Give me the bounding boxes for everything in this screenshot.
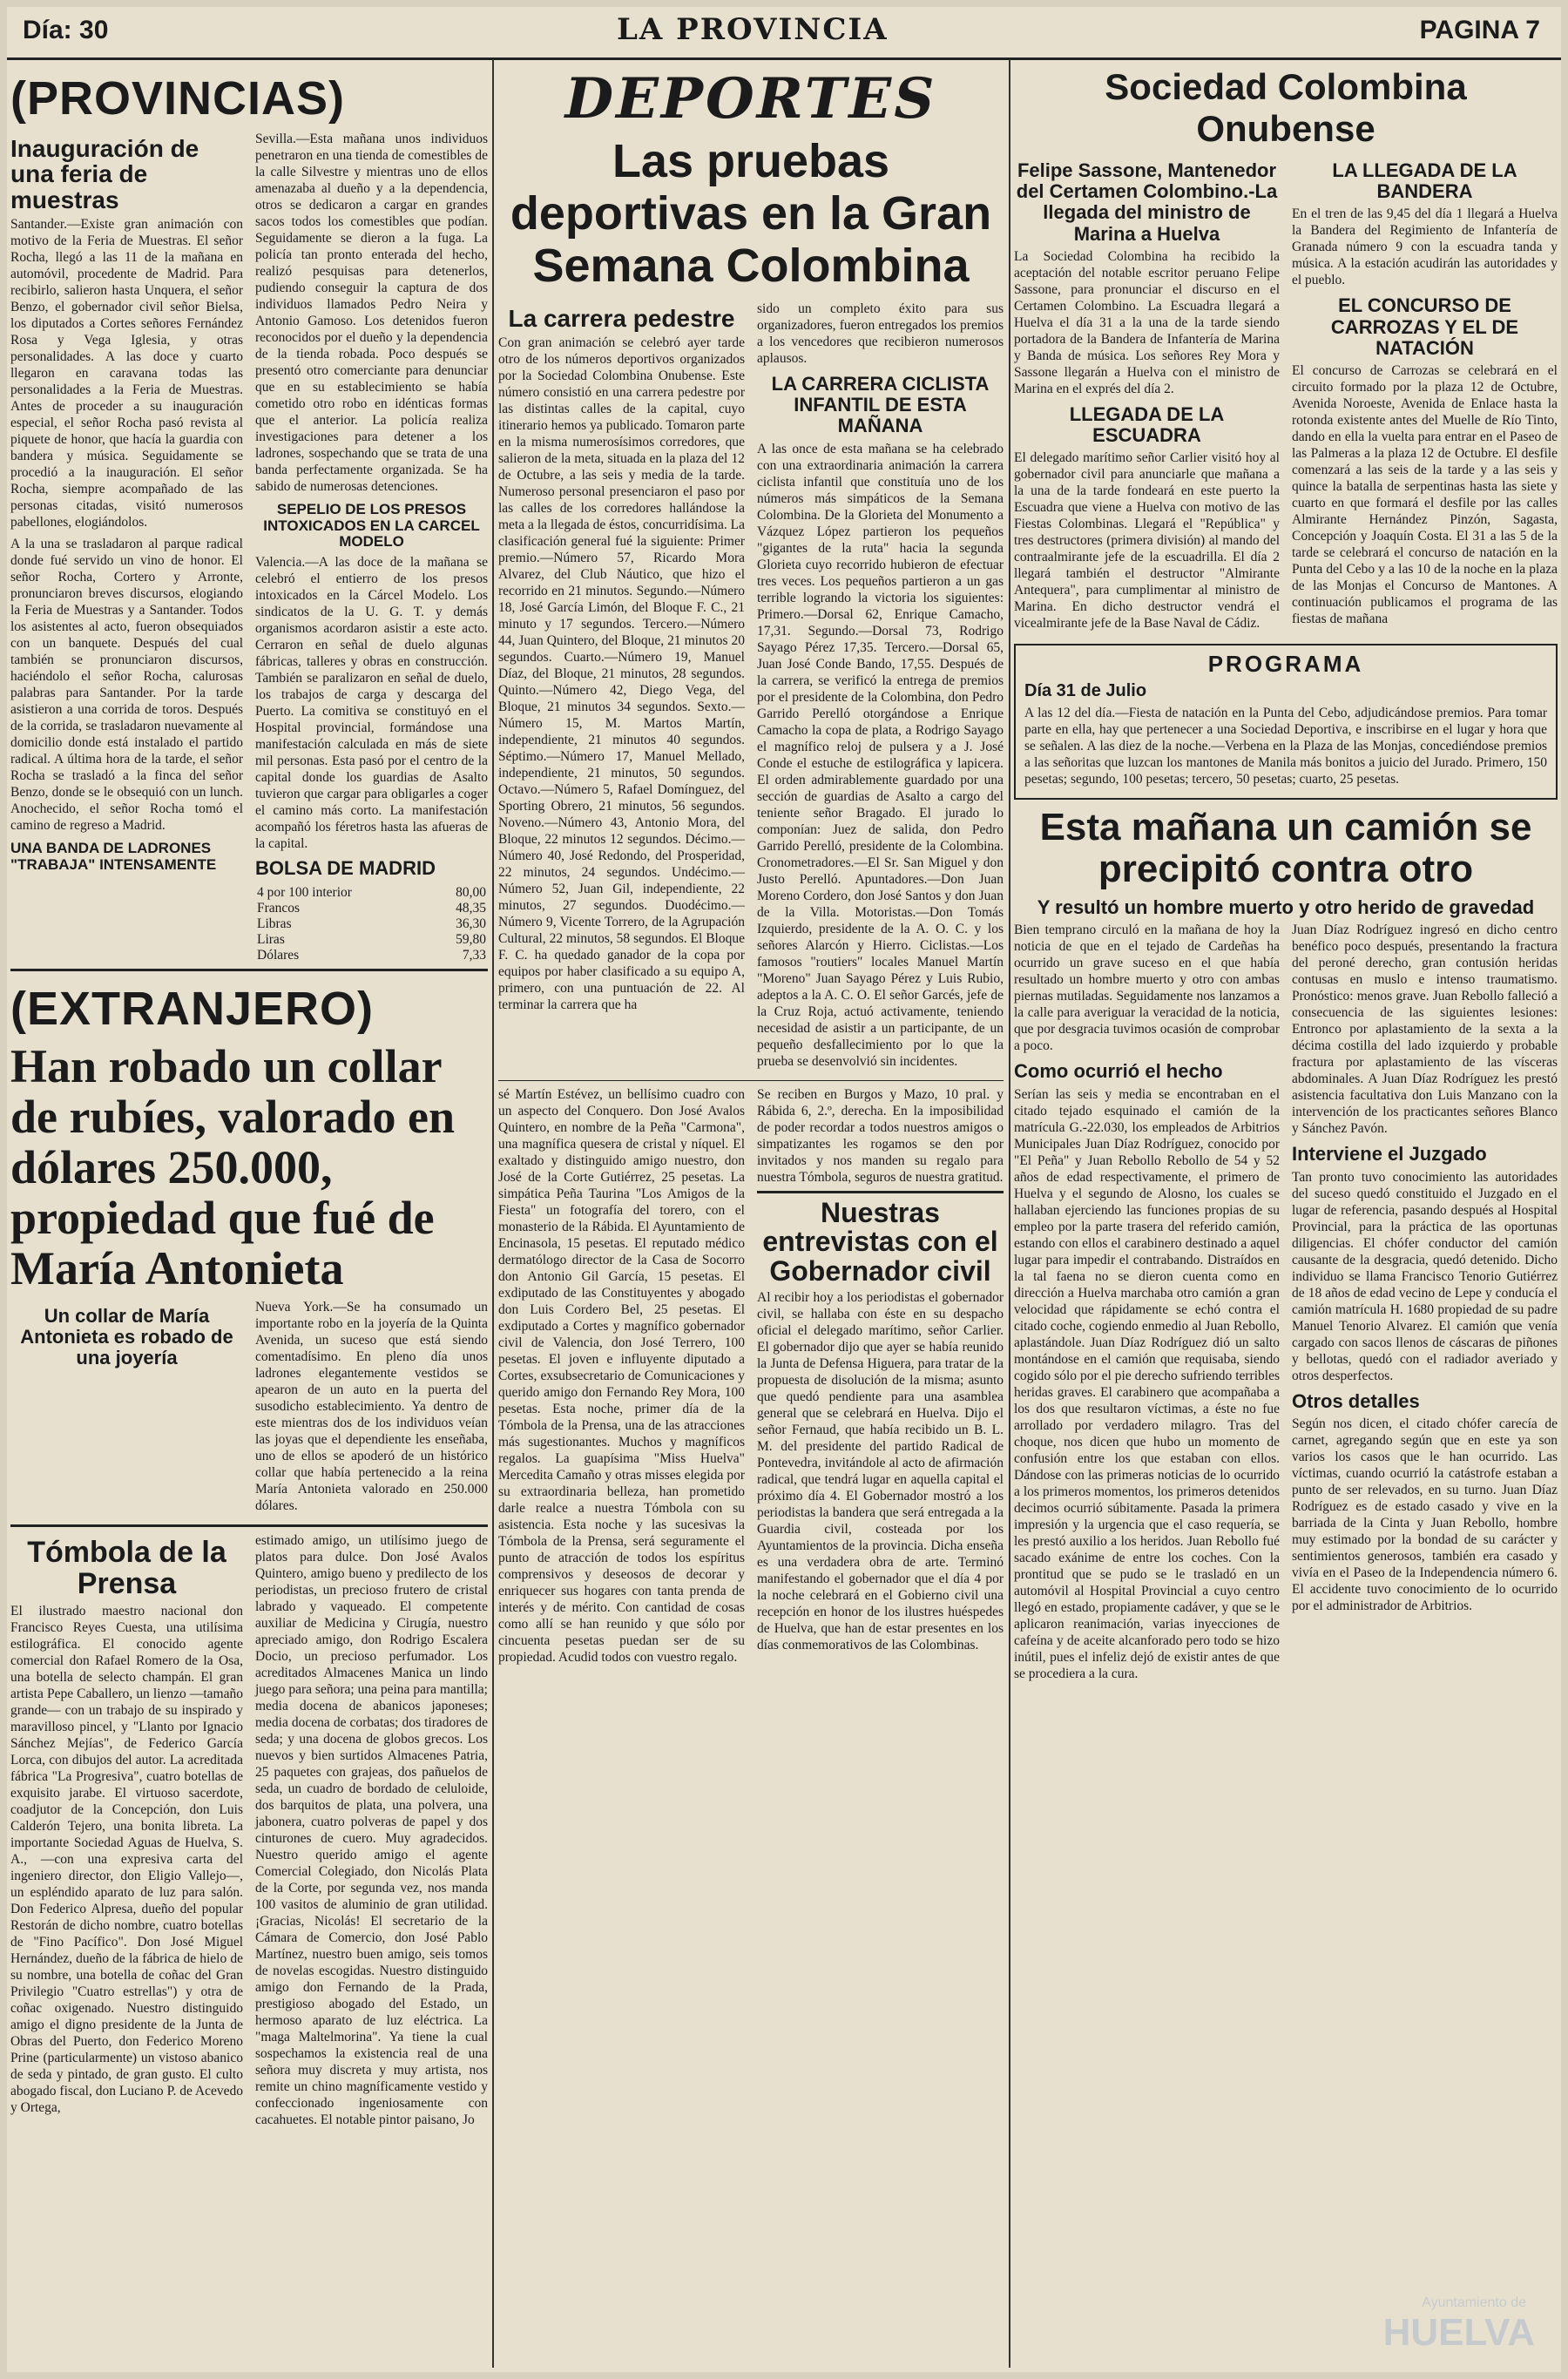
camion-subheadline: Y resultó un hombre muerto y otro herido de gravedad (1037, 896, 1535, 919)
detalles-headline: Otros detalles (1292, 1389, 1420, 1412)
column-center (498, 61, 1004, 2369)
bolsa-title: BOLSA DE MADRID (255, 857, 436, 880)
feria-text-b: A la una se trasladaron al parque radical donde fué servido un vino de honor. El señor Rocha, Cortero y Arronte, pronunciaron breves discursos, elogiando la Feria de Muestras y a Santander. Todos los asistentes al acto, fueron obsequiados con un banquete. Después del cual también se pronunciaron discursos, haciéndolo el señor Rocha, calurosas palabras para Santander. Por la tarde asistieron a una corrida de toros. Después de la corrida, se trasladaron nuevamente al domicilio donde está instalado el partido radical. A última hora de la tarde, el señor Rocha se trasladó a la finca del señor Benzo, donde se le obsequió con un lunch. Anochecido, el señor Rocha tomó el camino de regreso a Madrid. (10, 537, 243, 834)
entrevistas-text: Al recibir hoy a los periodistas el gobernador civil, se hallaba con éste en su despacho oficial el delegado marítimo, señor Carlier. El gobernador dijo que ayer se había reunido la Junta de Defensa Higuera, para tratar de la propuesta de disolución de la misma; asunto que quedó pendiente para una asamblea general que se celebrará en Huelva. Dijo el señor Fernaud, que había recibido un B. L. M. del presidente del partido Radical de Pontevedra, invitándole al acto de afirmación radical, que tendrá lugar en aquella capital el próximo día 4. El Gobernador mostró a los periodistas la bandera que será entregada a la Guardia civil, costeada por los Ayuntamientos de la provincia. Dicha enseña es una verdadera obra de arte. Terminó manifestando el gobernador que el día 4 por la noche celebrará en el Gobierno civil una recepción en honor de los ilustres huéspedes de Huelva, que han de estar presentes en los días conmemorativos de las Colombinas. (757, 1290, 1004, 1653)
camion-headline: Esta mañana un camión se precipitó contra otro (1039, 806, 1532, 891)
sassone-headline: Felipe Sassone, Mantenedor del Certamen Colombino.-La llegada del ministro de Marina a Huelva (1016, 159, 1278, 245)
carrera-headline: La carrera pedestre (508, 305, 735, 332)
ocurrio-text: Serían las seis y media se encontraban en el citado tejado esquinado el camión de la matrícula G.-22.030, los empleados de Arbitrios Municipales Juan Díaz Rodríguez, conocido por "El Peña" y Juan Rebollo Rebollo de 54 y 52 años de edad respectivamente, el primero de Huelva y el segundo de Alosno, los cuales se hallaban ejerciendo las funciones propias de su empleo por la parte trasera del referido camión, estando con ellos el carabinero destinado a aquel lugar para impedir el contrabando. Distraídos en la tal faena no se dieron cuenta como en dirección a Huelva marchaba otro camión a gran velocidad que rápidamente se echó contra el citado coche, cogiendo enmedio al Juan Rebollo, aplastándole. Juan Díaz Rodríguez dió un salto montándose en el camión que requisaba, siendo cogido sólo por el pie derecho sufriendo terribles heridas graves. El carabinero que acompañaba a los dos que resultaron víctimas, a éste no fue arrollado por verdadero milagro. Tras del choque, nos dicen que hubo un momento de confusión entre los que estaban con ellos. Dándose con las primeras noticias de lo ocurrido a los primeros momentos, los primeros detenidos decimos ocurrió súbitamente. Pasada la primera impresión y la urgencia que el caso requería, se les prestó auxilio a los heridos. Juan Rebollo fué sacado exánime de entre los coches. Con la prontitud que se pudo se le trasladó en un automóvil al Hospital Provincial a cuyo centro llegó en estado, propiamente cadáver, y que se le aplicaron reanimación, varias inyecciones de cafeína y de aceite alcanforado pero todo se hizo inútil, pues el infeliz dejó de existir antes de que se procediera a la cura. (1014, 1086, 1280, 1681)
bandera-text: En el tren de las 9,45 del día 1 llegará a Huelva la Bandera del Regimiento de Infantería de Granada número 9 con la escuadra tanda y música. A la estación acudirán las autoridades y el pueblo. (1292, 206, 1558, 288)
sassone-text: La Sociedad Colombina ha recibido la aceptación del notable escritor peruano Felipe Sassone, para pronunciar el discurso en el Certamen Colombino. La Escuadra llegará a Huelva el día 31 a la una de la tarde siendo portadora de la Bandera de Infantería de Marina y Banda de música. Los señores Rey Mora y Sassone llegarán a Huelva con el ministro de Marina en el exprés del día 2. (1014, 248, 1280, 396)
section-provincias: (PROVINCIAS) (10, 72, 346, 125)
bandera-headline: LA LLEGADA DE LA BANDERA (1332, 159, 1517, 203)
programa-title: PROGRAMA (1207, 651, 1364, 678)
sociedad-headline: Sociedad Colombina Onubense (1105, 66, 1467, 149)
column-right (1014, 61, 1558, 2369)
page-header (7, 7, 1561, 60)
tombola-cont-text-b: Se reciben en Burgos y Mazo, 10 pral. y Rábida 6, 2.º, derecha. En la imposibilidad de poder recordar a todos nuestros amigos o simpatizantes les rogamos se den por invitados y nos manden su regalo para nuestra Tómbola, seguros de nuestra gratitud. (757, 1086, 1004, 1185)
section-rule (10, 969, 488, 971)
table-row: Dólares 7,33 (257, 948, 486, 963)
column-divider (492, 59, 494, 2368)
ocurrio-headline: Como ocurrió el hecho (1014, 1060, 1223, 1083)
table-row: 4 por 100 interior 80,00 (257, 885, 486, 901)
header-masthead: LA PROVINCIA (617, 12, 889, 47)
deportes-columns (498, 301, 1004, 1075)
deportes-banner: DEPORTES (564, 66, 937, 132)
sepelio-text: Valencia.—A las doce de la mañana se celebró el entierro de los presos intoxicados en la Cárcel Modelo. Los sindicatos de la U. G. T. y demás organismos acordaron asistir a este acto. Cerraron en señal de duelo algunas fábricas, talleres y obras en construcción. También se paralizaron en señal de duelo, los trabajos de carga y descarga del Puerto. La comitiva se constituyó en el Hospital provincial, formándose una manifestación calculada en más de siete mil personas. Esta pasó por el centro de la capital donde los guardias de Asalto tuvieron que cargar para obligarles a coger el camino más corto. La manifestación acompañó los féretros hasta las afueras de la capital. (255, 555, 488, 852)
camion-columns (1014, 922, 1558, 1686)
collar-text: Nueva York.—Se ha consumado un importante robo en la joyería de la Quinta Avenida, un suceso que está siendo comentadísimo. En pleno día unos ladrones elegantemente vestidos se apearon de un auto en la puerta del susodicho establecimiento. Ya dentro de este mientras dos de los individuos veían las joyas que el dependiente les enseñaba, uno de ellos se apoderó de un histórico collar que había pertenecido a la reina María Antonieta valorado en 250.000 dólares. (255, 1300, 488, 1514)
programa-text: A las 12 del día.—Fiesta de natación en la Punta del Cebo, adjudicándose premios. Para tomar parte en ella, hay que pertenecer a una Sociedad Deportiva, e inscribirse en el lugar y hora que se señalen. A las diez de la noche.—Verbena en la Plaza de las Monjas, concediéndose premios a las señoritas que luzcan los mantones de Manila más bonitos a juicio del Jurado. Primero, 150 pesetas; segundo, 100 pesetas; tercero, 50 pesetas; cuarto, 25 pesetas. (1024, 706, 1547, 787)
camion-text-a: Bien temprano circuló en la mañana de hoy la noticia de que en el tejado de Cardeñas ha ocurrido un grave suceso en el que había resultado un hombre muerto y otro con ambas piernas mutiladas. Seguidamente nos lanzamos a la calle para averiguar la veracidad de la noticia, que por desgracia tuvimos ocasión de comprobar a poco. (1014, 923, 1280, 1054)
header-page-number: PAGINA 7 (1419, 16, 1540, 44)
column-left (10, 61, 488, 2369)
section-rule (10, 1524, 488, 1527)
juzgado-headline: Interviene el Juzgado (1292, 1143, 1487, 1166)
feria-headline: Inauguración de una feria de muestras (10, 135, 199, 213)
table-row: Francos 48,35 (257, 901, 486, 916)
ciclista-text: A las once de esta mañana se ha celebrado con una extraordinaria animación la carrera ciclista infantil que constituía uno de los números más simpáticos de la Semana Colombina. De la Glorieta del Monumento a Vázquez López partieron los pequeños "gigantes de la ruta" hacia la segunda Glorieta cuyo recorrido hubieron de efectuar tres veces. Los pequeños partieron a un gas terrible logrando la victoria los siguientes: Primero.—Dorsal 62, Enrique Camacho, 17,31. Segundo.—Dorsal 73, Rodrigo Sayago Pérez 17,35. Tercero.—Dorsal 65, Juan José Conde Bando, 17,55. Después de la carrera, se verificó la entrega de premios por el presidente de la Colombina, don Pedro Garrido Perelló otorgándose a Enrique Camacho la copa de plata, a Rodrigo Sayago el magnífico reloj de pulsera y a J. José Conde el estuche de estilográfica y lapicera. El orden admirablemente guardado por una sección de guardias de Asalto a cargo del teniente señor Bragado. El jurado lo componían: Juez de salida, don Pedro Garrido Perelló, presidente de la Colombina. Cronometradores.—El Sr. San Miguel y don Justo Perelló. Apuntadores.—Don Juan Moreno Cordero, don José Santos y don Juan de la Villa. Motoristas.—Don Tomás Izquierdo, presidente de la A. O. C. y los señores Alarcón y Hierro. Ciclistas.—Los famosos "routiers" locales Manuel Martín "Moreno" Juan Sayago Pérez y Luis Rubio, adeptos a la A. C. O. El señor Garcés, jefe de la Cruz Roja, actuó activamente, teniendo necesidad de asistir a un participante, de un pequeño desfallecimiento por lo que la prueba se desenvolvió sin incidentes. (757, 441, 1004, 1069)
carrera-text: Con gran animación se celebró ayer tarde otro de los números deportivos organizados por la Sociedad Colombina Onubense. Este número consistió en una carrera pedestre por las distintas calles de la capital, cuyo itinerario hemos ya publicado. Tomaron parte en la misma numerosísimos corredores, que salieron de la meta, situada en la plaza del 12 de Octubre, a las seis y media de la tarde. Numeroso personal presenciaron el paso por las calles de los corredores hallándose la meta a la llegada de éstos, concurridísima. La clasificación general fué la siguiente: Primer premio.—Número 57, Ricardo Mora Alvarez, del Club Náutico, que hizo el recorrido en 21 minutos. Segundo.—Número 18, José García Limón, del Bloque F. C., 21 minuto y 17 segundos. Tercero.—Número 44, Juan Quintero, del Bloque, 21 minutos 20 segundos. Cuarto.—Número 19, Manuel Díaz, del Bloque, 21 minutos, 28 segundos. Quinto.—Número 42, Diego Vega, del Bloque, 21 minutos 34 segundos. Sexto.—Número 15, M. Martos Martín, independiente, 21 minutos 40 segundos. Séptimo.—Número 17, Manuel Mellado, independiente, 21 minutos, 50 segundos. Octavo.—Número 5, Rafael Domínguez, del Sporting Obrero, 21 minutos, 56 segundos. Noveno.—Número 43, Antonio Mora, del Bloque, 22 minutos 12 segundos. Décimo.—Número 40, José Redondo, del Prosperidad, 22 minutos, 24 segundos. Undécimo.—Número 52, Juan Gil, independiente, 22 minutos, 27 segundos. Duodécimo.—Número 9, Vicente Torrero, de la Agrupación Cultural, 22 minutos, 58 segundos. El Bloque F. C. ha quedado ganador de la copa por equipos por haber clasificado a su equipo A, primero, con una puntuación de 22. Al terminar la carrera que ha (498, 335, 745, 1013)
collar-headline: Han robado un collar de rubíes, valorado en dólares 250.000, propiedad que fué de María Antonieta (10, 1040, 456, 1295)
programa-box (1014, 644, 1558, 800)
detalles-text: Según nos dicen, el citado chófer carecía de carnet, agregando según que en este ya son varios los casos que le han ocurrido. Las víctimas, cuando ocurrió la catástrofe estaban a punto de ser relevados, en su turno. Juan Díaz Rodríguez es de estado casado y vive en la barriada de la Cinta y Juan Rebollo, hombre muy estimado por la bondad de su carácter y sentimientos generosos, también era casado y vivía en el Paseo de la Independencia número 6. El accidente tuvo conocimiento de lo ocurrido por el administrador de Arbitrios. (1292, 1416, 1558, 1613)
deportes-headline: Las pruebas deportivas en la Gran Semana Colombina (510, 135, 992, 292)
header-date: Día: 30 (23, 16, 109, 44)
tombola-text-b: estimado amigo, un utilísimo juego de platos para dulce. Don José Avalos Quintero, amigo bueno y predilecto de los periodistas, un precioso frutero de cristal labrado y vaqueado. El competente auxiliar de Medicina y Cirugía, nuestro apreciado amigo, don Rodrigo Escalera Docio, un precioso perfumador. Los acreditados Almacenes Manica un lindo juego para señora; una peina para mantilla; media docena de abanicos japoneses; media docena de corbatas; dos tiradores de seda; y una docena de globos grecos. Los nuevos y bien surtidos Almacenes Patria, 25 paquetes con grajeas, dos pañuelos de seda, un cuadro de bordado de celuloide, dos barquitos de plata, una polvera, una jabonera, cuatro polveras de papel y dos cinturones de cuero. Muy agradecidos. Nuestro querido amigo el agente Comercial Colegiado, don Nicolás Plata de la Corte, por segunda vez, nos manda 100 vasitos de aluminio de gran utilidad. ¡Gracias, Nicolás! El secretario de la Cámara de Comercio, don José Pablo Martínez, nuestro buen amigo, seis tomos de novelas escogidas. Nuestro distinguido amigo don Fernando de la Prada, prestigioso abogado del Estado, un hermoso aparato de luz eléctrica. La "maga Maltelmorina". Ya tiene la cual sospechamos la existencia real de una señora muy discreta y muy artista, nos remite un chino magníficamente vestido y confeccionado ingeniosamente con cacahuetes. El notable pintor paisano, Jo (255, 1533, 488, 2128)
juzgado-text: Tan pronto tuvo conocimiento las autoridades del suceso quedó constituido el Juzgado en el lugar de referencia, pasando después al Hospital Provincial, para la práctica de las oportunas diligencias. El chófer conductor del camión causante de la desgracia, quedó detenido. Dicho individuo se llama Francisco Tenorio Gutiérrez de 18 años de edad vecino de Lepe y conducía el camión matrícula H. 1680 propiedad de su padre Manuel Tenorio Alvarez. El camión que venía cargado con sacos llenos de cáscaras de piñones y bellotas, quedó con el radiador averiado y otros desperfectos. (1292, 1169, 1558, 1383)
table-row: Liras 59,80 (257, 932, 486, 948)
tombola-headline: Tómbola de la Prensa (27, 1536, 226, 1600)
ladrones-text: Sevilla.—Esta mañana unos individuos penetraron en una tienda de comestibles de la calle Silvestre y mientras uno de ellos amenazaba al dueño y a la dependencia, otros se dedicaron a cargar en grandes sacos todos los comestibles que podían. Seguidamente se dieron a la fuga. La policía tan pronto enterada del hecho, realizó pesquisas para detenerlos, pudiendo conseguir la captura de dos individuos llamados Pedro Neira y Antonio Gamoso. Los detenidos fueron reconocidos por el dueño y la dependencia de la tienda robada. Poco después se presentó otro comerciante para denunciar que en su establecimiento se había cometido otro robo en idénticas formas que el anterior. La policía realiza investigaciones para detener a los ladrones, sospechando que se trata de una banda perfectamente organizada. Se ha sabido de numerosas detenciones. (255, 132, 488, 494)
carrera-text-b: sido un completo éxito para sus organizadores, fueron entregados los premios a los vencedores que recibieron numerosos aplausos. (757, 301, 1004, 366)
watermark-small: Ayuntamiento de (1422, 2295, 1526, 2310)
ladrones-headline: UNA BANDA DE LADRONES "TRABAJA" INTENSAMENTE (10, 840, 217, 873)
escuadra-headline: LLEGADA DE LA ESCUADRA (1069, 402, 1225, 446)
tombola-cont-columns (498, 1086, 1004, 1671)
sepelio-headline: SEPELIO DE LOS PRESOS INTOXICADOS EN LA CARCEL MODELO (263, 501, 480, 551)
provincias-columns (10, 131, 488, 963)
feria-text-a: Santander.—Existe gran animación con motivo de la Feria de Muestras. El señor Rocha, llegó a las 11 de la mañana en automóvil, procedente de Madrid. Para recibirlo, salieron hasta Unquera, el señor Benzo, el gobernador civil señor Bielsa, los diputados a Cortes señores Fernández Rosa y Vega Iglesia, y otras personalidades. A las doce y cuarto llegaron en caravana todas las personalidades a la Feria de Muestras. Antes de proceder a su inauguración especial, el señor Rocha pasó revista al piquete de honor, que hacía la guardia con bandera y música. Seguidamente se procedió a la inauguración. El señor Rocha, siempre acompañado de las personas citadas, visitó numerosos pabellones, elogiándolos. (10, 217, 243, 531)
sociedad-columns (1014, 153, 1558, 637)
bolsa-table (255, 885, 488, 963)
table-row: Libras 36,30 (257, 916, 486, 932)
tombola-cont-text-a: sé Martín Estévez, un bellísimo cuadro con un aspecto del Conquero. Don José Avalos Quintero, en nombre de la Peña "Carmona", una magnífica quesera de cristal y níquel. El exaltado y distinguido amigo nuestro, don José de la Corte Gutiérrez, 25 pesetas. La simpática Peña Taurina "Los Amigos de la Fiesta" un fotografía del torero, con el monasterio de la Rábida. El Ayuntamiento de Encinasola, 15 pesetas. El reputado médico dermatólogo director de la Casa de Socorro don Antonio Gil García, 15 pesetas. El exdiputado de las Constituyentes y abogado don Luis Cordero Bel, 25 pesetas. El exdiputado a Cortes y magnífico gobernador civil de Valencia, don José Terrero, 100 pesetas. El joven e influyente diputado a Cortes, exsubsecretario de Comunicaciones y querido amigo don Fernando Rey Mora, 100 pesetas. Esta noche, primer día de la Tómbola de la Prensa, una de las atracciones más sugestionantes. Muchos y magníficos regalos. La guapísima "Miss Huelva" Mercedita Camaño y otras misses elegida por su extraordinaria belleza, han prometido darle realce a nuestra Tómbola con su asistencia. Esta noche y las sucesivas la Tómbola de la Prensa, será seguramente el punto de atracción de todos los espíritus comprensivos y deseosos de decorar y enriquecer sus hogares con tanta prenda de interés y de mérito. Con cantidad de cosas como allí se han reunido y que sólo por cincuenta pesetas puedan ser de su propiedad. Acudid todos con vuestro regalo. (498, 1086, 745, 1665)
programa-date: Día 31 de Julio (1024, 681, 1147, 701)
carrozas-headline: EL CONCURSO DE CARROZAS Y EL DE NATACIÓN (1330, 294, 1519, 359)
collar-subheadline: Un collar de María Antonieta es robado de una joyería (20, 1305, 233, 1369)
ciclista-headline: LA CARRERA CICLISTA INFANTIL DE ESTA MAÑANA (771, 373, 990, 437)
escuadra-text: El delegado marítimo señor Carlier visitó hoy al gobernador civil para anunciarle que mañana a la una de la tarde fondeará en este puerto la Escuadra que viene a Huelva con motivo de las Fiestas Colombinas. Llegará el "República" y tres destructores (primera división) al mando del contraalmirante jefe de la escuadrilla. El día 2 llegará también el destructor "Almirante Antequera", para cumplimentar al ministro de Marina. En dicho destructor vendrá el vicealmirante jefe de la Base Naval de Cádiz. (1014, 450, 1280, 632)
column-divider (1009, 59, 1010, 2368)
collar-columns (10, 1299, 488, 1519)
newspaper-page (7, 7, 1561, 2372)
section-rule (757, 1191, 1004, 1193)
tombola-columns (10, 1532, 488, 2133)
carrozas-text: El concurso de Carrozas se celebrará en el circuito formado por la plaza 12 de Octubre, Avenida Noroeste, Avenida de Enlace hasta la rotonda existente antes del Muelle de Río Tinto, dando en ella la vuelta para entrar en el Paseo de las Palmeras a la plaza 12 de Octubre. El desfile comenzará a las seis de la tarde y a las seis y quince la batalla de serpentinas hasta las siete y cuarto en que formará el desfile por las calles Almirante Hernández Pinzón, Sagasta, Concepción y Joaquín Costa. El 31 a las 5 de la tarde se celebrará el concurso de natación en la Punta del Cebo y a las 10 de la noche en la plaza de las Monjas el Concurso de Mantones. A continuación publicamos el programa de las fiestas de mañana (1292, 362, 1558, 626)
tombola-text-a: El ilustrado maestro nacional don Francisco Reyes Cuesta, una utilísima estilográfica. El conocido agente comercial don Rafael Romero de la Osa, una botella de selecto champán. El gran artista Pepe Caballero, un lienzo —tamaño grande— con un trabajo de su inspirado y maravilloso pincel, y "Llanto por Ignacio Sánchez Mejías", de Federico García Lorca, con dibujos del autor. La acreditada fábrica "La Progresiva", cuatro botellas de exquisito jarabe. El virtuoso sacerdote, coadjutor de la Concepción, don Luis Calderón Tejero, una bonita libreta. La importante Sociedad Aguas de Huelva, S. A., —con una expresiva carta del ingeniero director, don Eligio Vallejo—, un espléndido aparato de luz para salón. Don Federico Alpresa, dueño del popular Restorán de dicho nombre, cuatro botellas de "Fino Pacífico". Don José Miguel Hernández, dueño de la fábrica de hielo de su nombre, una botella de coñac del Gran Privilegio "Cuatro estrellas") y otra de coñac oxigenado. Nuestro distinguido amigo el digno presidente de la Junta de Obras del Puerto, don Federico Moreno Prine (particularmente) un vistoso abanico de seda y pintado, de gran gusto. El culto abogado fiscal, don Luciano P. de Acevedo y Ortega, (10, 1604, 243, 2116)
section-rule (498, 1080, 1004, 1081)
entrevistas-headline: Nuestras entrevistas con el Gobernador civil (762, 1196, 998, 1287)
camion-text-b: Juan Díaz Rodríguez ingresó en dicho centro benéfico poco después, presentando la fractura del peroné derecho, gran contusión heridas contusas en muslo e intenso traumatismo. Pronóstico: menos grave. Juan Rebollo falleció a consecuencia de las siguientes lesiones: Entronco por aplastamiento de la sexta a la décima costilla del lado izquierdo y probable fractura por aplastamiento de las vísceras abdominales. A Juan Díaz Rodríguez les prestó asistencia facultativa don Luis Manzano con la intervención de los practicantes señores Blanco y Sánchez Pavón. (1292, 923, 1558, 1137)
watermark-logo: HUELVA (1382, 2311, 1535, 2354)
section-extranjero: (EXTRANJERO) (10, 983, 375, 1036)
